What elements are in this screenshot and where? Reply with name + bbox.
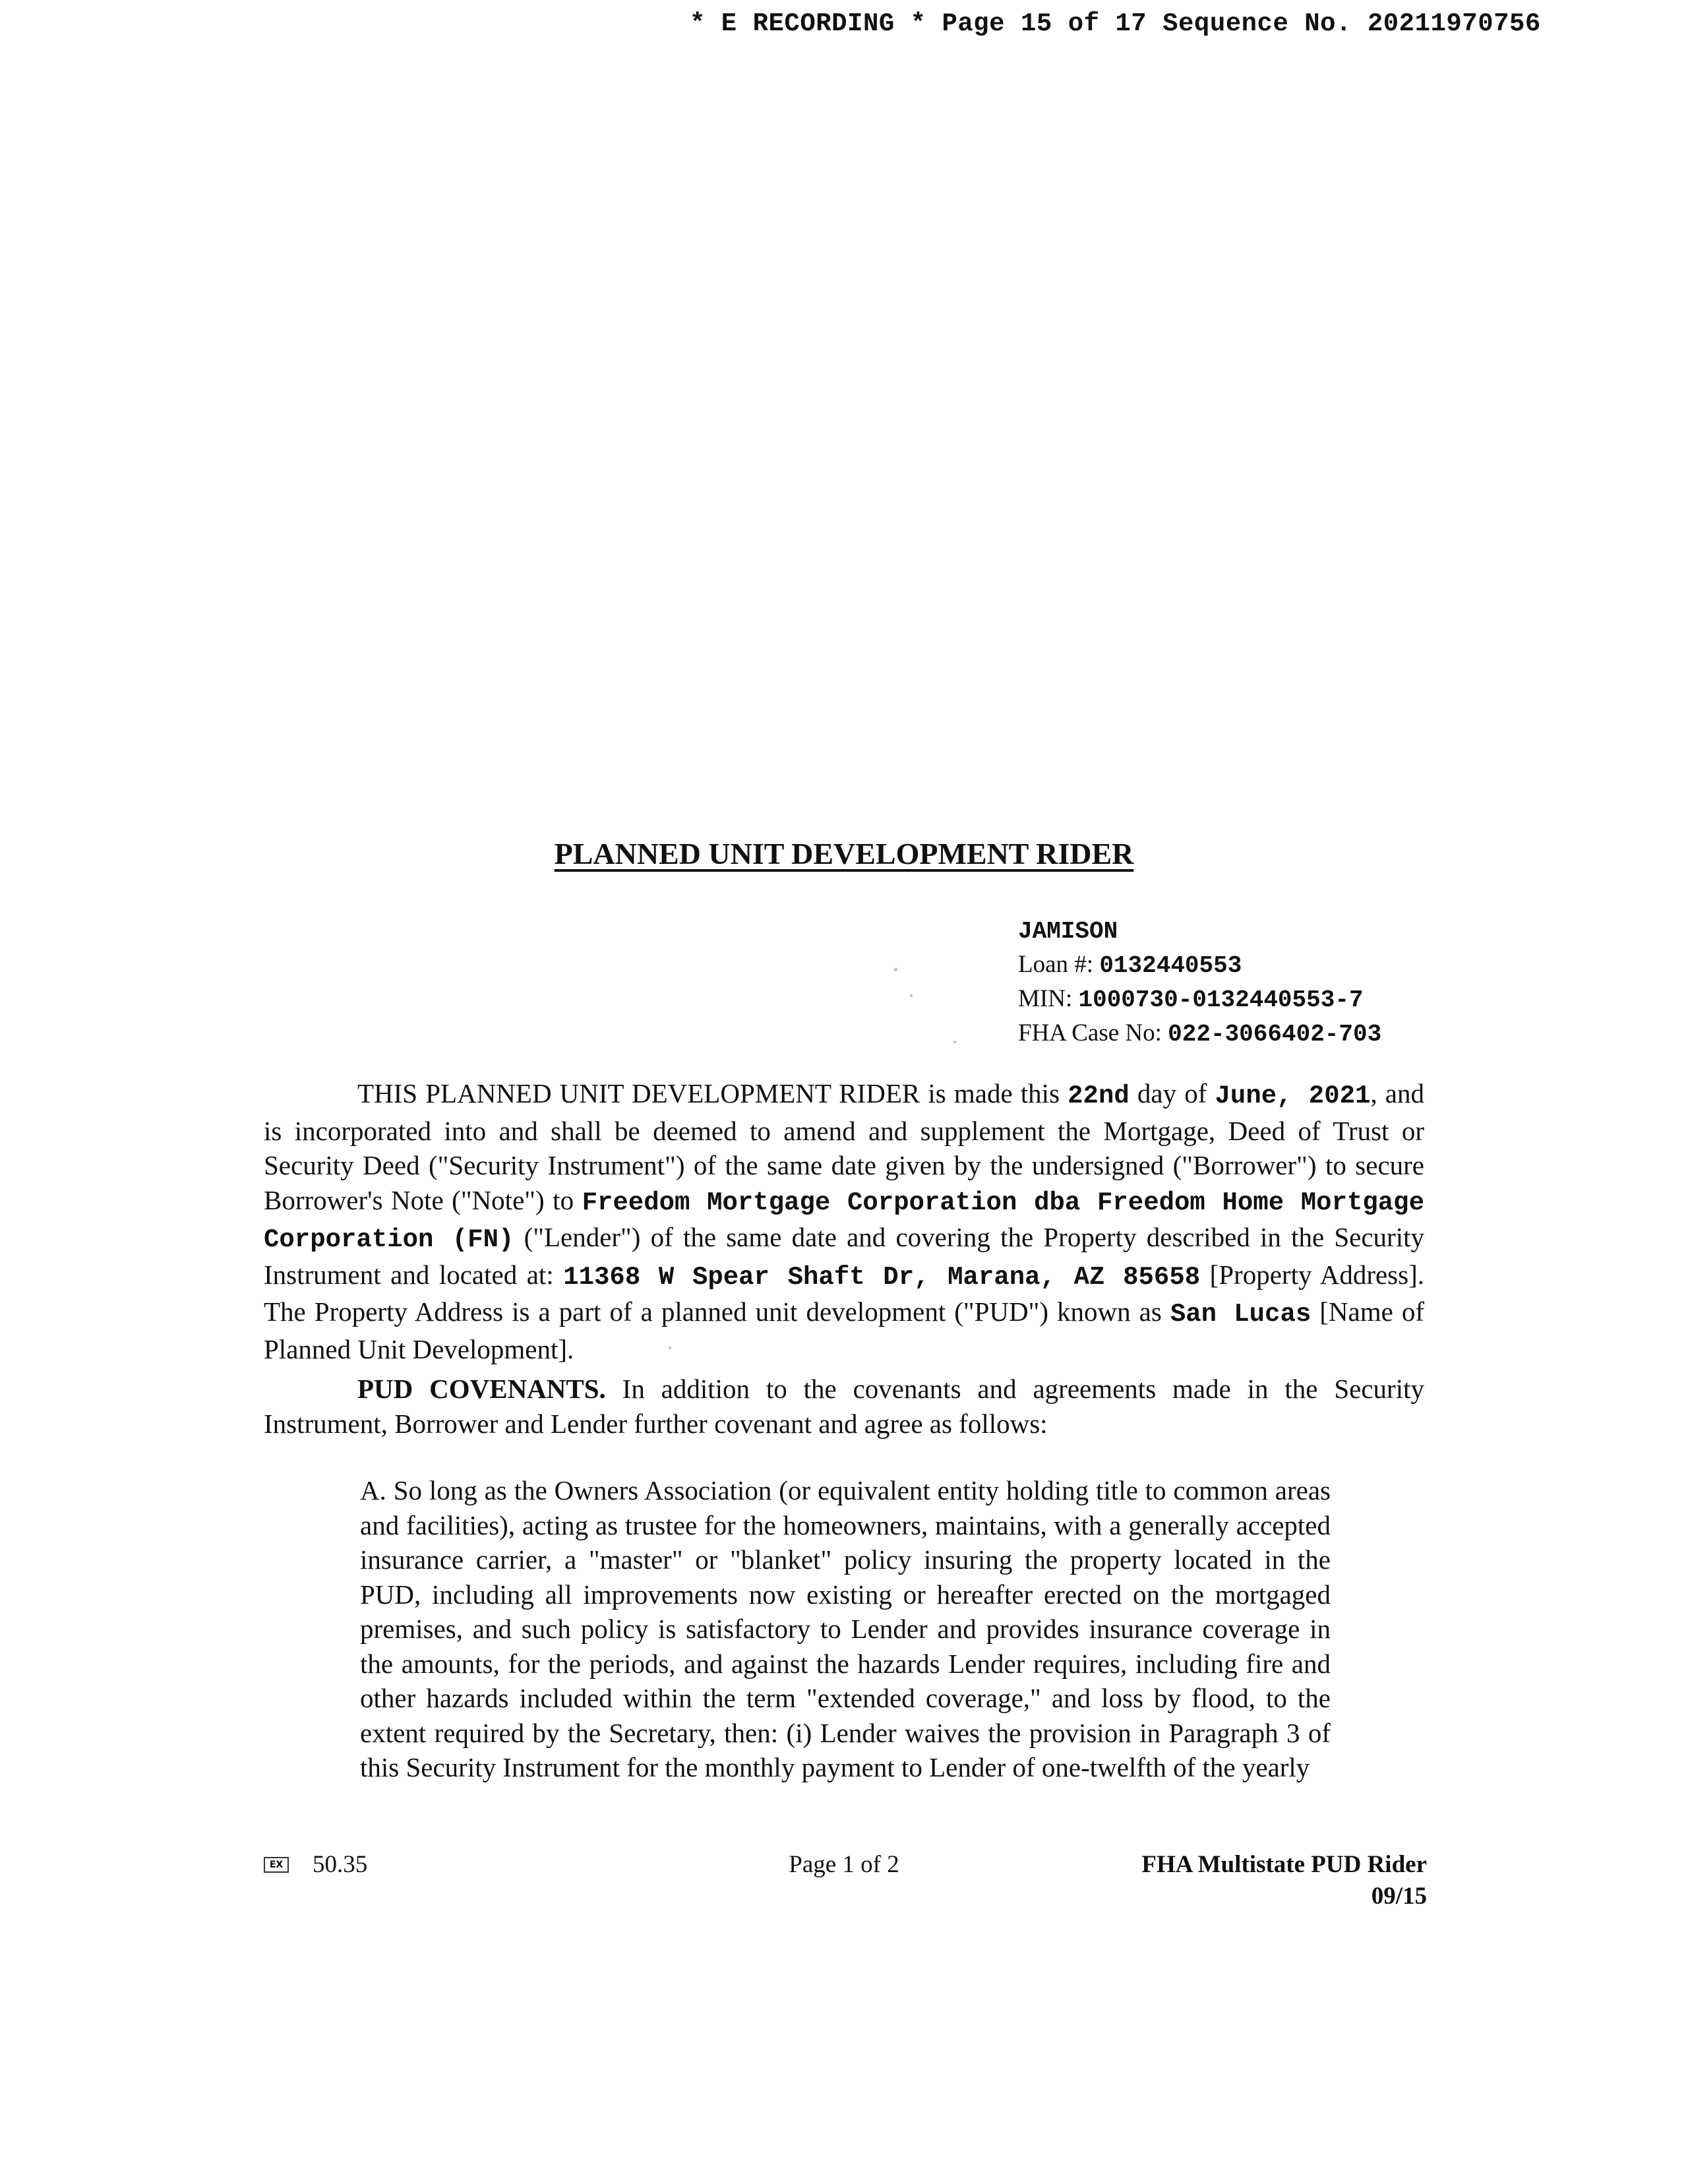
form-code: 50.35 — [313, 1851, 368, 1878]
pud-covenants-paragraph — [264, 1372, 1424, 1441]
fha-case-label: FHA Case No: — [1018, 1019, 1162, 1046]
recording-header: * E RECORDING * Page 15 of 17 Sequence No. 20211970756 — [690, 9, 1541, 38]
loan-number: 0132440553 — [1099, 952, 1242, 979]
property-address: 11368 W Spear Shaft Dr, Marana, AZ 85658 — [563, 1262, 1201, 1292]
loan-number-line — [1018, 948, 1519, 983]
fha-case-number: 022-3066402-703 — [1168, 1021, 1382, 1048]
scan-artifact — [910, 994, 913, 997]
loan-info-block — [1018, 915, 1519, 1051]
footer-form-name — [1141, 1849, 1427, 1912]
form-date: 09/15 — [1371, 1883, 1427, 1910]
intro-paragraph — [264, 1076, 1424, 1366]
intro-text: [Property Address]. The Property Address is a part of a planned unit development ("PUD") known as — [264, 1259, 1424, 1327]
scan-artifact — [894, 968, 897, 971]
borrower-name: JAMISON — [1018, 918, 1118, 945]
min-line — [1018, 983, 1519, 1017]
document-title: PLANNED UNIT DEVELOPMENT RIDER — [554, 837, 1134, 870]
rider-day: 22nd — [1068, 1081, 1130, 1110]
paragraph-a: A. So long as the Owners Association (or equivalent entity holding title to common areas and facilities), acting as trustee for the homeowners, maintains, with a generally accepted insurance carrier, a "master" or "blanket" policy insuring the property located in the PUD, including all improvements now existing or hereafter erected on the mortgaged premises, and such policy is satisfactory to Lender and provides insurance coverage in the amounts, for the periods, and against the hazards Lender requires, including fire and other hazards included within the term "extended coverage," and loss by flood, to the extent required by the Secretary, then: (i) Lender waives the provision in Paragraph 3 of this Security Instrument for the monthly payment to Lender of one-twelfth of the yearly — [360, 1475, 1331, 1782]
lender-name: Freedom Mortgage Corporation dba Freedom Home Mortgage Corporation (FN) — [264, 1188, 1424, 1254]
min-label: MIN: — [1018, 985, 1073, 1012]
fha-case-line — [1018, 1017, 1519, 1051]
form-name: FHA Multistate PUD Rider — [1141, 1851, 1427, 1878]
covenants-text: In addition to the covenants and agreements made in the Security Instrument, Borrower and Lender further covenant and agree as follows: — [264, 1374, 1424, 1439]
footer-page-number: Page 1 of 2 — [789, 1851, 899, 1878]
loan-number-label: Loan #: — [1018, 951, 1094, 978]
pud-name: San Lucas — [1170, 1300, 1311, 1329]
scan-artifact — [953, 1041, 956, 1043]
rider-month-year: June, 2021 — [1215, 1081, 1371, 1110]
covenants-heading: PUD COVENANTS. — [357, 1374, 606, 1404]
min-number: 1000730-0132440553-7 — [1078, 986, 1364, 1014]
intro-text: THIS PLANNED UNIT DEVELOPMENT RIDER is made this — [357, 1078, 1068, 1108]
intro-text: , and is incorporated into and shall be deemed to amend and supplement the Mortgage, Deed of Trust or Security Deed ("Security Instrument") of the same date given by the undersigned ("Borrower") to secure Borrower's Note ("Note") to — [264, 1078, 1425, 1215]
intro-text: day of — [1129, 1078, 1215, 1108]
form-logo-icon: EX — [264, 1857, 289, 1873]
intro-text: [Name of Planned Unit Development]. — [264, 1296, 1424, 1364]
intro-text: ("Lender") of the same date and covering the Property described in the Security Instrument and located at: — [264, 1222, 1424, 1290]
